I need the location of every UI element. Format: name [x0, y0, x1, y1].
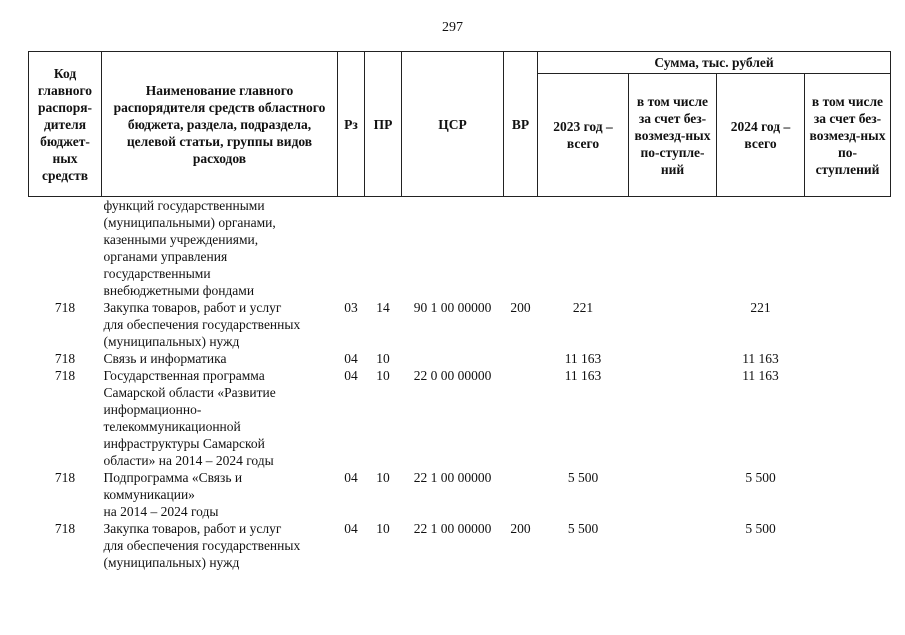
row-name-line: для обеспечения государственных	[103, 538, 301, 553]
row-name-line: информационно-	[103, 402, 202, 417]
header-code: Код главного распоря-дителя бюджет-ных средств	[29, 52, 102, 197]
row-2024-grants	[805, 520, 891, 571]
row-name-line: на 2014 – 2024 годы	[103, 504, 219, 519]
row-rz: 04	[344, 351, 358, 366]
row-name	[102, 299, 338, 350]
row-name	[102, 520, 338, 571]
row-2023-total: 221	[572, 300, 594, 315]
row-name	[102, 367, 338, 469]
row-code: 718	[54, 521, 76, 536]
row-2024-total: 5 500	[745, 521, 776, 536]
row-name-line: области» на 2014 – 2024 годы	[103, 453, 274, 468]
row-name-line: Подпрограмма «Связь и	[103, 470, 243, 485]
header-csr: ЦСР	[402, 52, 504, 197]
row-csr	[402, 350, 504, 367]
row-pr: 10	[376, 351, 390, 366]
header-2023-grants: в том числе за счет без-возмезд-ных по-ступле-ний	[629, 74, 717, 197]
row-name-line: (муниципальных) нужд	[103, 334, 240, 349]
header-2024-grants: в том числе за счет без-возмезд-ных по-ступлений	[805, 74, 891, 197]
row-2024-grants	[805, 367, 891, 469]
row-code: 718	[54, 470, 76, 485]
row-vr	[504, 367, 538, 469]
row-pr: 10	[376, 470, 390, 485]
row-csr: 22 1 00 00000	[413, 470, 492, 485]
header-rz: Рз	[338, 52, 365, 197]
row-name	[102, 197, 338, 300]
row-2024-total: 11 163	[742, 351, 779, 366]
row-name-line: инфраструктуры Самарской	[103, 436, 265, 451]
row-rz: 04	[344, 368, 358, 383]
table-row	[29, 520, 891, 571]
row-code: 718	[54, 368, 76, 383]
row-name-line: (муниципальных) нужд	[103, 555, 240, 570]
row-csr	[402, 197, 504, 300]
row-name-line: Государственная программа	[103, 368, 265, 383]
header-vr: ВР	[504, 52, 538, 197]
row-2023-total: 5 500	[567, 521, 599, 536]
table-header	[29, 52, 891, 197]
row-name	[102, 469, 338, 520]
row-2023-total: 11 163	[564, 351, 602, 366]
row-2024-total: 11 163	[742, 368, 779, 383]
row-2024-grants	[805, 350, 891, 367]
row-2023-total: 5 500	[567, 470, 599, 485]
row-code: 718	[54, 300, 76, 315]
row-name-line: государственными	[103, 266, 211, 281]
budget-table	[28, 51, 891, 571]
row-name-line: Закупка товаров, работ и услуг	[103, 521, 282, 536]
row-2023-grants	[629, 520, 717, 571]
row-vr: 200	[510, 521, 531, 536]
row-2024-grants	[805, 299, 891, 350]
row-name-line: Закупка товаров, работ и услуг	[103, 300, 282, 315]
row-name-line: Связь и информатика	[103, 351, 227, 366]
row-csr: 22 1 00 00000	[413, 521, 492, 536]
header-pr: ПР	[365, 52, 402, 197]
row-name-line: (муниципальными) органами,	[103, 215, 276, 230]
row-rz: 04	[344, 521, 358, 536]
row-pr: 10	[376, 521, 390, 536]
row-pr	[365, 197, 402, 300]
header-2023-total: 2023 год – всего	[538, 74, 629, 197]
row-2023-grants	[629, 350, 717, 367]
row-2023-total	[538, 197, 629, 300]
row-code	[29, 197, 102, 300]
row-vr	[504, 350, 538, 367]
row-name-line: органами управления	[103, 249, 228, 264]
row-2024-total: 221	[750, 300, 771, 315]
row-pr: 10	[376, 368, 390, 383]
table-row	[29, 197, 891, 300]
row-2023-total: 11 163	[564, 368, 602, 383]
header-sum-group: Сумма, тыс. рублей	[538, 52, 891, 74]
row-name-line: функций государственными	[103, 198, 265, 213]
row-rz	[338, 197, 365, 300]
row-vr: 200	[510, 300, 531, 315]
row-name-line: казенными учреждениями,	[103, 232, 259, 247]
header-name: Наименование главного распорядителя средств областного бюджета, раздела, подраздела, целевой статьи, группы видов расходов	[102, 52, 338, 197]
row-2024-grants	[805, 197, 891, 300]
row-vr	[504, 469, 538, 520]
row-2023-grants	[629, 197, 717, 300]
page-number: 297	[442, 20, 463, 35]
row-name-line: телекоммуникационной	[103, 419, 241, 434]
table-row	[29, 299, 891, 350]
row-pr: 14	[376, 300, 390, 315]
row-2024-total	[717, 197, 805, 300]
row-2024-total: 5 500	[745, 470, 776, 485]
row-2023-grants	[629, 469, 717, 520]
row-name-line: для обеспечения государственных	[103, 317, 301, 332]
row-2023-grants	[629, 367, 717, 469]
row-vr	[504, 197, 538, 300]
row-code: 718	[54, 351, 76, 366]
row-name-line: внебюджетными фондами	[103, 283, 255, 298]
table-row	[29, 350, 891, 367]
table-row	[29, 367, 891, 469]
header-2024-total: 2024 год – всего	[717, 74, 805, 197]
row-name	[102, 350, 338, 367]
row-rz: 03	[344, 300, 358, 315]
row-name-line: Самарской области «Развитие	[103, 385, 276, 400]
table-body	[29, 197, 891, 572]
row-rz: 04	[344, 470, 358, 485]
row-2023-grants	[629, 299, 717, 350]
row-csr: 90 1 00 00000	[413, 300, 492, 315]
row-csr: 22 0 00 00000	[413, 368, 492, 383]
row-name-line: коммуникации»	[103, 487, 195, 502]
table-row	[29, 469, 891, 520]
row-2024-grants	[805, 469, 891, 520]
